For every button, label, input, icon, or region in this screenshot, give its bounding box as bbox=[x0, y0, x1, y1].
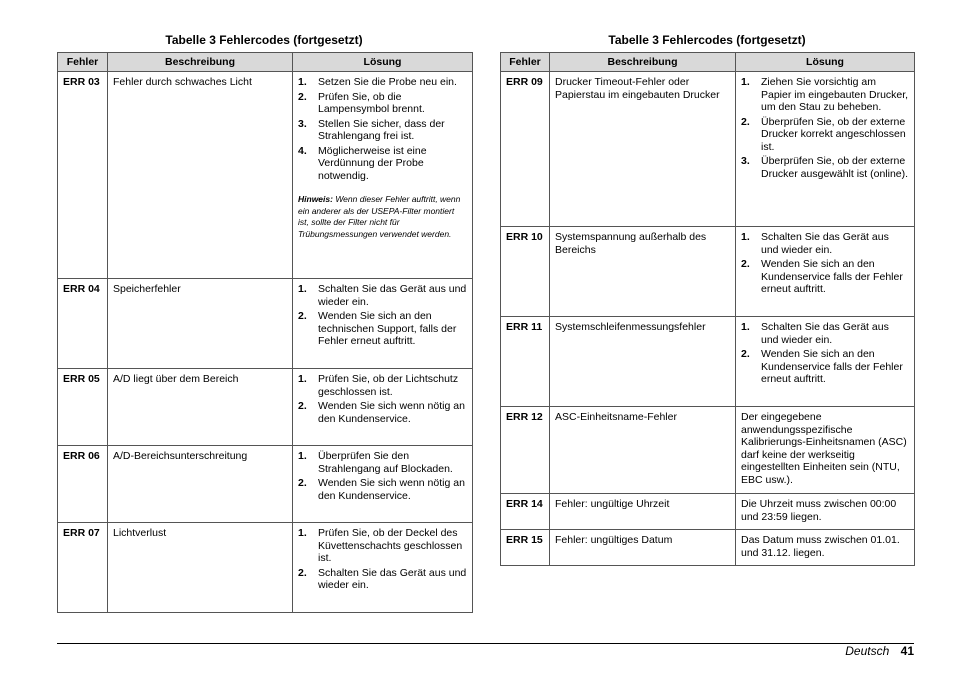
solution-step: 2. Schalten Sie das Gerät aus und wieder ein. bbox=[298, 566, 467, 591]
error-solution: Die Uhrzeit muss zwischen 00:00 und 23:59 liegen. bbox=[736, 494, 915, 530]
error-description: Fehler: ungültige Uhrzeit bbox=[550, 494, 736, 530]
left-error-table bbox=[57, 52, 473, 613]
header-fehler: Fehler bbox=[501, 53, 550, 72]
error-solution: Der eingegebene anwendungsspezifische Kalibrierungs-Einheitsnamen (ASC) darf keine der werkseitig eingestellten Einheiten sein (NTU, EBC usw.). bbox=[736, 407, 915, 494]
error-code: ERR 06 bbox=[58, 446, 108, 523]
error-solution bbox=[736, 317, 915, 407]
header-fehler: Fehler bbox=[58, 53, 108, 72]
solution-step: 2. Wenden Sie sich an den Kundenservice falls der Fehler erneut auftritt. bbox=[741, 348, 903, 385]
solution-step: 2. Wenden Sie sich wenn nötig an den Kundenservice. bbox=[298, 477, 465, 502]
error-solution bbox=[736, 227, 915, 317]
error-code: ERR 07 bbox=[58, 523, 108, 613]
solution-step: 2. Prüfen Sie, ob die Lampensymbol brennt. bbox=[298, 90, 425, 115]
error-code: ERR 03 bbox=[58, 72, 108, 279]
header-loesung: Lösung bbox=[293, 53, 473, 72]
page-number: 41 bbox=[900, 644, 914, 658]
solution-step: 1. Prüfen Sie, ob der Deckel des Küvettenschachts geschlossen ist. bbox=[298, 527, 463, 564]
solution-step: 1. Prüfen Sie, ob der Lichtschutz geschlossen ist. bbox=[298, 373, 459, 398]
error-description: ASC-Einheitsname-Fehler bbox=[550, 407, 736, 494]
solution-step: 1. Überprüfen Sie den Strahlengang auf Blockaden. bbox=[298, 450, 453, 475]
error-solution bbox=[293, 446, 473, 523]
solution-step: 1. Schalten Sie das Gerät aus und wieder ein. bbox=[741, 231, 889, 256]
error-description: Systemspannung außerhalb des Bereichs bbox=[550, 227, 736, 317]
error-solution: Das Datum muss zwischen 01.01. und 31.12. liegen. bbox=[736, 530, 915, 566]
footer-rule bbox=[57, 643, 914, 644]
solution-steps bbox=[741, 76, 909, 180]
table-row bbox=[501, 494, 915, 530]
solution-step: 2. Wenden Sie sich wenn nötig an den Kundenservice. bbox=[298, 400, 465, 425]
solution-step: 3. Überprüfen Sie, ob der externe Drucker ausgewählt ist (online). bbox=[741, 155, 909, 180]
solution-steps bbox=[298, 450, 467, 502]
error-code: ERR 10 bbox=[501, 227, 550, 317]
error-solution bbox=[293, 369, 473, 446]
table-row bbox=[501, 407, 915, 494]
error-description: Drucker Timeout-Fehler oder Papierstau im eingebauten Drucker bbox=[550, 72, 736, 227]
table-row bbox=[501, 317, 915, 407]
error-description: Systemschleifenmessungsfehler bbox=[550, 317, 736, 407]
error-description: Speicherfehler bbox=[108, 279, 293, 369]
table-row bbox=[58, 523, 473, 613]
footer-language: Deutsch bbox=[845, 644, 890, 658]
header-beschreibung: Beschreibung bbox=[108, 53, 293, 72]
note bbox=[298, 194, 467, 240]
table-row bbox=[501, 72, 915, 227]
solution-step: 2. Wenden Sie sich an den Kundenservice falls der Fehler erneut auftritt. bbox=[741, 258, 903, 295]
solution-step: 1. Ziehen Sie vorsichtig am Papier im eingebauten Drucker, um den Stau zu beheben. bbox=[741, 76, 909, 113]
error-code: ERR 04 bbox=[58, 279, 108, 369]
error-solution bbox=[293, 279, 473, 369]
solution-steps bbox=[298, 373, 467, 425]
solution-steps bbox=[298, 283, 467, 348]
solution-steps bbox=[741, 321, 909, 386]
error-code: ERR 09 bbox=[501, 72, 550, 227]
left-table-caption: Tabelle 3 Fehlercodes (fortgesetzt) bbox=[165, 33, 363, 47]
solution-step: 4. Möglicherweise ist eine Verdünnung der Probe notwendig. bbox=[298, 144, 427, 182]
error-solution bbox=[293, 523, 473, 613]
error-solution bbox=[293, 72, 473, 279]
error-solution bbox=[736, 72, 915, 227]
error-code: ERR 15 bbox=[501, 530, 550, 566]
error-description: Fehler durch schwaches Licht bbox=[108, 72, 293, 279]
error-description: Lichtverlust bbox=[108, 523, 293, 613]
error-code: ERR 12 bbox=[501, 407, 550, 494]
error-description: A/D liegt über dem Bereich bbox=[108, 369, 293, 446]
solution-steps bbox=[741, 231, 909, 296]
error-description: A/D-Bereichsunterschreitung bbox=[108, 446, 293, 523]
error-code: ERR 11 bbox=[501, 317, 550, 407]
error-description: Fehler: ungültiges Datum bbox=[550, 530, 736, 566]
solution-steps bbox=[298, 76, 467, 182]
table-row bbox=[501, 530, 915, 566]
header-row bbox=[58, 53, 473, 72]
note-label: Hinweis: bbox=[298, 194, 333, 204]
solution-steps bbox=[298, 527, 467, 592]
page-footer bbox=[845, 644, 914, 658]
solution-step: 1. Schalten Sie das Gerät aus und wieder ein. bbox=[298, 283, 467, 308]
table-row bbox=[58, 446, 473, 523]
header-beschreibung: Beschreibung bbox=[550, 53, 736, 72]
solution-step: 1. Schalten Sie das Gerät aus und wieder ein. bbox=[741, 321, 889, 346]
table-row bbox=[501, 227, 915, 317]
right-error-table bbox=[500, 52, 915, 566]
error-code: ERR 05 bbox=[58, 369, 108, 446]
table-row bbox=[58, 72, 473, 279]
error-code: ERR 14 bbox=[501, 494, 550, 530]
solution-step: 2. Wenden Sie sich an den technischen Support, falls der Fehler erneut auftritt. bbox=[298, 310, 457, 347]
table-row bbox=[58, 279, 473, 369]
solution-step: 1. Setzen Sie die Probe neu ein. bbox=[298, 76, 457, 88]
header-loesung: Lösung bbox=[736, 53, 915, 72]
solution-step: 3. Stellen Sie sicher, dass der Strahlengang frei ist. bbox=[298, 117, 445, 142]
right-table-caption: Tabelle 3 Fehlercodes (fortgesetzt) bbox=[608, 33, 806, 47]
table-row bbox=[58, 369, 473, 446]
solution-step: 2. Überprüfen Sie, ob der externe Drucker korrekt angeschlossen ist. bbox=[741, 115, 906, 153]
header-row bbox=[501, 53, 915, 72]
note-text: Wenn dieser Fehler auftritt, wenn ein anderer als der USEPA-Filter montiert ist, sollte der Filter nicht für Trübungsmessungen verwendet werden. bbox=[298, 194, 461, 239]
